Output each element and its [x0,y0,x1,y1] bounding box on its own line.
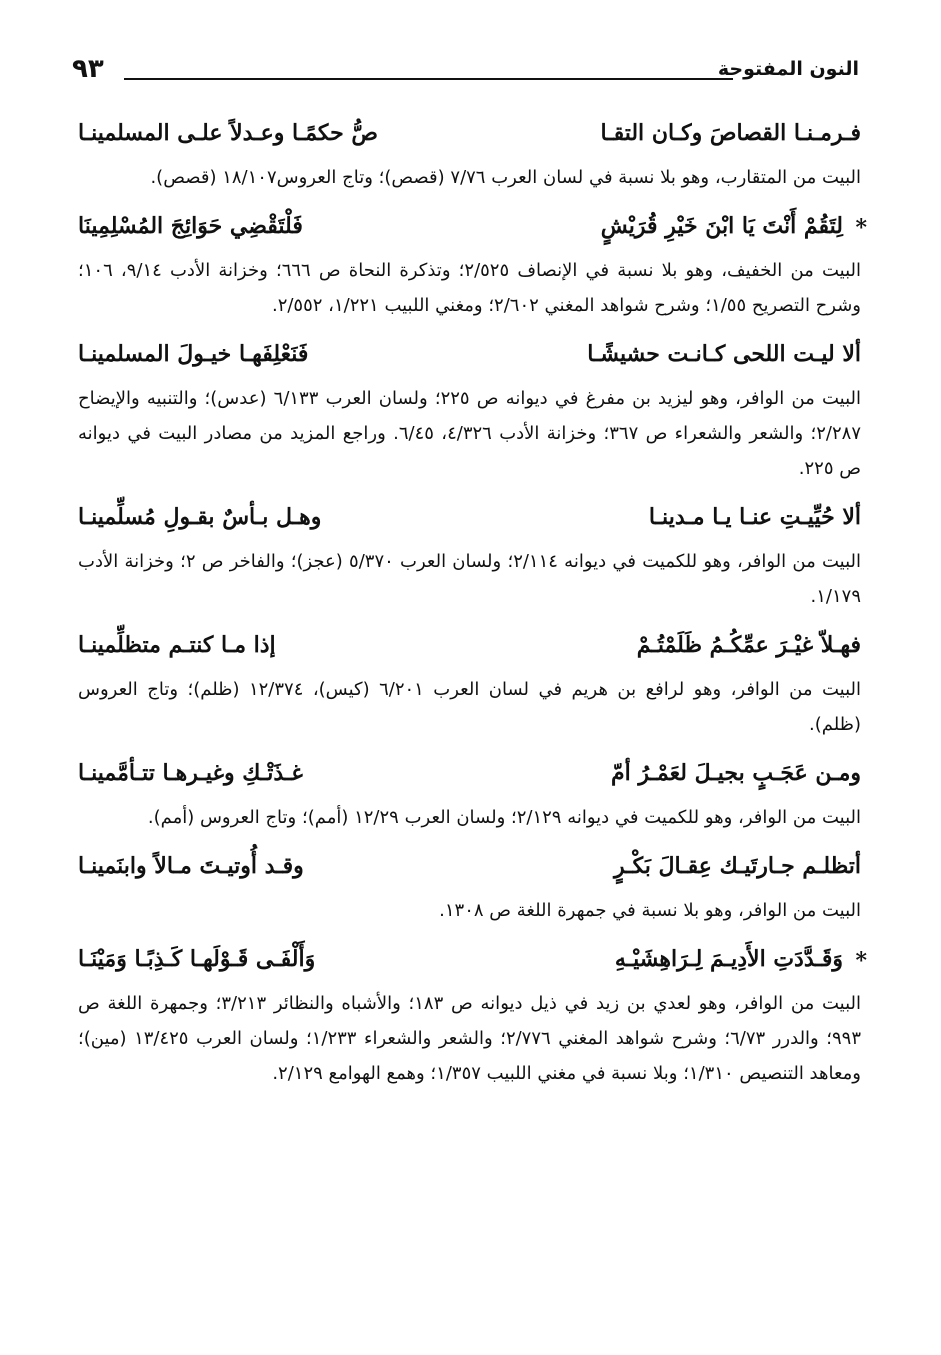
first-hemistich: فـرمـنـا القصاصَ وكـان التقـا [600,120,861,146]
second-hemistich: وهـل بـأسٌ بقـولِ مُسلِّمينـا [78,504,322,530]
verse-entry [78,845,861,928]
second-hemistich: وَأَلْفَـى قَـوْلَهـا كَـذِبًـا وَمَيْنَـا [78,946,316,972]
verse-line [78,496,861,544]
verse-entry [78,496,861,614]
verse-line [78,112,861,160]
verse-entry [78,752,861,835]
first-hemistich: ومـن عَجَـبٍ بجيـلَ لعَمْـرُ أمّ [610,760,861,786]
verse-line [78,333,861,381]
verse-line [78,938,867,986]
page-number: ٩٣ [72,54,104,84]
second-hemistich: فَلْتَقْضِي حَوَائِجَ المُسْلِمِينَا [78,213,303,239]
first-hemistich: فهـلاّ غيْـرَ عمِّكُـمُ ظَلَمْتُـمْ [636,632,861,658]
first-hemistich: لِتَقُمْ أَنْتَ يَا ابْنَ خَيْرِ قُرَيْشٍ [600,213,843,239]
verse-entry [78,333,861,486]
source-note: البيت من الوافر، وهو ليزيد بن مفرغ في ديوانه ص ٢٢٥؛ ولسان العرب ٦/١٣٣ (عدس)؛ والتنبيه والإيضاح ٢/٢٨٧؛ والشعر والشعراء ص ٣٦٧؛ وخزانة الأدب ٤/٣٢٦، ٦/٤٥. وراجع المزيد من مصادر البيت في ديوانه ص ٢٢٥. [78,388,861,479]
first-hemistich: أتظلـم جـارتَيـك عِقـالَ بَكْـرٍ [614,853,861,879]
second-hemistich: فَنَعْلِفَهـا خيـولَ المسلمينـا [78,341,309,367]
source-note: البيت من الخفيف، وهو بلا نسبة في الإنصاف ٢/٥٢٥؛ وتذكرة النحاة ص ٦٦٦؛ وخزانة الأدب ٩/١٤، ١٠٦؛ وشرح التصريح ١/٥٥؛ وشرح شواهد المغني ٢/٦٠٢؛ ومغني اللبيب ١/٢٢١، ٢/٥٥٢. [78,260,861,316]
verse-line [78,205,867,253]
source-note: البيت من المتقارب، وهو بلا نسبة في لسان العرب ٧/٧٦ (قصص)؛ وتاج العروس١٨/١٠٧ (قصص). [150,167,861,188]
first-hemistich: وَقَـدَّدَتِ الأَدِيـمَ لِـرَاهِشَيْـهِ [614,946,843,972]
verse-entry [78,938,867,1091]
verse-entry [78,624,861,742]
star-marker: * [855,215,867,241]
verse-line [78,624,861,672]
star-marker: * [855,948,867,974]
second-hemistich: وقـد أُوتيـتَ مـالاً وابنَمينـا [78,853,304,879]
running-header [72,56,859,92]
source-note: البيت من الوافر، وهو بلا نسبة في جمهرة اللغة ص ١٣٠٨. [439,900,861,921]
source-note: البيت من الوافر، وهو للكميت في ديوانه ٢/١٢٩؛ ولسان العرب ١٢/٢٩ (أمم)؛ وتاج العروس (أمم). [147,807,861,828]
source-note: البيت من الوافر، وهو لعدي بن زيد في ذيل ديوانه ص ١٨٣؛ والأشباه والنظائر ٣/٢١٣؛ وجمهرة اللغة ص ٩٩٣؛ والدرر ٦/٧٣؛ وشرح شواهد المغني ٢/٧٧٦؛ والشعر والشعراء ١/٢٣٣؛ ولسان العرب ١٣/٤٢٥ (مين)؛ ومعاهد التنصيص ١/٣١٠؛ وبلا نسبة في مغني اللبيب ١/٣٥٧؛ وهمع الهوامع ٢/١٢٩. [78,993,862,1084]
second-hemistich: غـذَتْـكِ وغيـرهـا تتـأمَّمينـا [78,760,303,786]
verse-line [78,845,861,893]
verse-entry [78,205,867,323]
header-rule [124,78,733,80]
running-title: النون المفتوحة [717,58,859,80]
second-hemistich: صُّ حكمًـا وعـدلاً علـى المسلمينـا [78,120,378,146]
second-hemistich: إذا مـا كنتـم متظلِّمينـا [78,632,276,658]
first-hemistich: ألا حُيِّيـتِ عنـا يـا مـدينـا [648,504,861,530]
verse-line [78,752,861,800]
verse-entries [78,112,867,1101]
verse-entry [78,112,861,195]
first-hemistich: ألا ليـت اللحى كـانـت حشيشًـا [587,341,861,367]
source-note: البيت من الوافر، وهو للكميت في ديوانه ٢/١١٤؛ ولسان العرب ٥/٣٧٠ (عجز)؛ والفاخر ص ٢؛ وخزانة الأدب ١/١٧٩. [78,551,861,607]
source-note: البيت من الوافر، وهو لرافع بن هريم في لسان العرب ٦/٢٠١ (كيس)، ١٢/٣٧٤ (ظلم)؛ وتاج العروس (ظلم). [78,679,861,735]
